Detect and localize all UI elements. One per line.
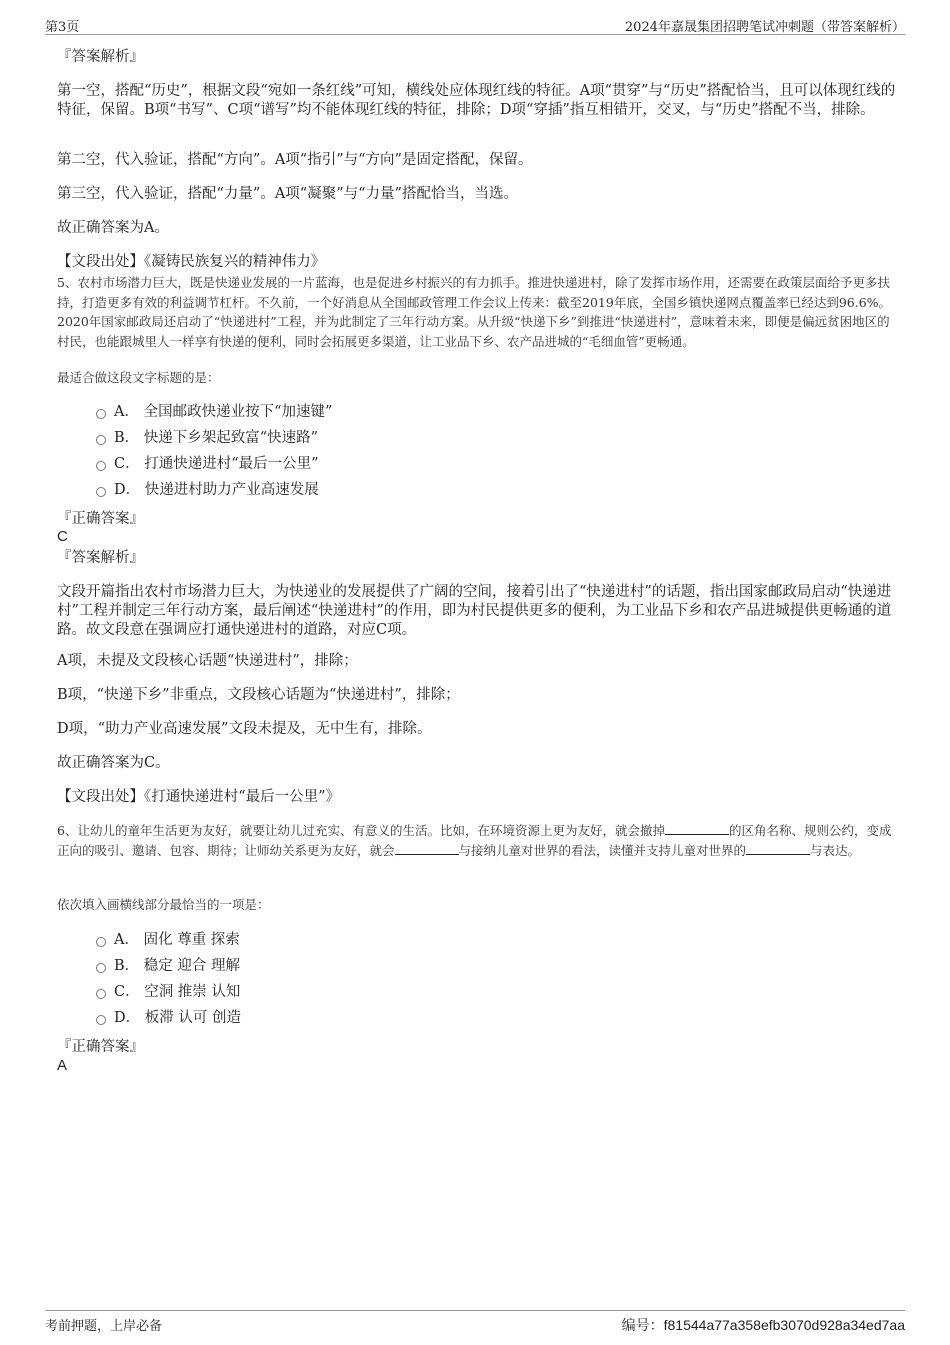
q5-analysis-a4: D项，“助力产业高速发展”文段未提及，无中生有，排除。 — [57, 721, 432, 737]
radio-icon[interactable] — [96, 989, 106, 999]
q6-question: 依次填入画横线部分最恰当的一项是： — [57, 897, 270, 912]
q6-option-b[interactable]: B． 稳定 迎合 理解 — [96, 957, 240, 976]
q6-correct-label: 『正确答案』 — [57, 1039, 144, 1055]
q4-source: 【文段出处】《凝铸民族复兴的精神伟力》 — [57, 254, 326, 270]
radio-icon[interactable] — [96, 487, 106, 497]
q5-source: 【文段出处】《打通快递进村“最后一公里”》 — [57, 789, 341, 805]
q6-option-d[interactable]: D． 板滞 认可 创造 — [96, 1009, 241, 1028]
radio-icon[interactable] — [96, 963, 106, 973]
document-code: 编号：f81544a77a358efb3070d928a34ed7aa — [621, 1317, 905, 1333]
footer-slogan: 考前押题，上岸必备 — [45, 1319, 163, 1334]
page-header — [45, 14, 905, 35]
q5-correct-answer: C — [57, 528, 68, 545]
radio-icon[interactable] — [96, 937, 106, 947]
q6-stem: 6、让幼儿的童年生活更为友好，就要让幼儿过充实、有意义的生活。比如，在环境资源上更为友好，就会撤掉 的区角名称、规则公约，变成正向的吸引、邀请、包容、期待；让师幼关系更为友好，就会 与接纳儿童对世界的看法，读懂并支持儿童对世界的 与表达。 — [57, 823, 892, 858]
q5-option-b[interactable]: B． 快递下乡架起致富“快速路” — [96, 429, 318, 448]
q5-question: 最适合做这段文字标题的是： — [57, 370, 220, 385]
q4-analysis-p3: 第三空，代入验证，搭配“力量”。A项“凝聚”与“力量”搭配恰当，当选。 — [57, 186, 518, 202]
fill-blank — [746, 841, 810, 855]
q5-option-d[interactable]: D． 快递进村助力产业高速发展 — [96, 481, 319, 500]
q5-stem: 5、农村市场潜力巨大，既是快递业发展的一片蓝海，也是促进乡村振兴的有力抓手。推进快递进村，除了发挥市场作用，还需要在政策层面给予更多扶持，打造更多有效的利益调节杠杆。不久前，一个好消息从全国邮政管理工作会议上传来：截至2019年底，全国乡镇快递网点覆盖率已经达到96.6%。2020年国家邮政局还启动了“快递进村”工程，并为此制定了三年行动方案。从升级“快递下乡”到推进“快递进村”，意味着未来，即便是偏远贫困地区的村民，也能跟城里人一样享有快递的便利，同时会拓展更多渠道，让工业品下乡、农产品进城的“毛细血管”更畅通。 — [57, 275, 892, 349]
radio-icon[interactable] — [96, 409, 106, 419]
q5-correct-label: 『正确答案』 — [57, 511, 144, 527]
q4-analysis-p4: 故正确答案为A。 — [57, 220, 169, 236]
q5-analysis-a2: A项，未提及文段核心话题“快递进村”，排除； — [57, 653, 358, 669]
radio-icon[interactable] — [96, 1015, 106, 1025]
q5-analysis-label: 『答案解析』 — [57, 550, 144, 566]
fill-blank — [665, 821, 729, 835]
q6-option-c[interactable]: C． 空洞 推崇 认知 — [96, 983, 240, 1002]
document-title: 2024年嘉晟集团招聘笔试冲刺题（带答案解析） — [624, 20, 905, 35]
q5-analysis-a1: 文段开篇指出农村市场潜力巨大，为快递业的发展提供了广阔的空间，接着引出了“快递进村”的话题，指出国家邮政局启动“快递进村”工程并制定三年行动方案，最后阐述“快递进村”的作用，即为村民提供更多的便利，为工业品下乡和农产品进城提供更畅通的道路。故文段意在强调应打通快递进村的道路，对应C项。 — [57, 584, 892, 638]
radio-icon[interactable] — [96, 461, 106, 471]
q6-option-a[interactable]: A． 固化 尊重 探索 — [96, 931, 240, 950]
page-number: 第3页 — [45, 20, 80, 35]
q5-analysis-a3: B项，“快递下乡”非重点，文段核心话题为“快递进村”，排除； — [57, 687, 460, 703]
q5-option-c[interactable]: C． 打通快递进村“最后一公里” — [96, 455, 319, 474]
page-footer — [45, 1310, 905, 1335]
q5-option-a[interactable]: A． 全国邮政快递业按下“加速键” — [96, 403, 332, 422]
q4-analysis-p1: 第一空，搭配“历史”，根据文段“宛如一条红线”可知，横线处应体现红线的特征。A项“贯穿”与“历史”搭配恰当，且可以体现红线的特征，保留。B项“书写”、C项“谱写”均不能体现红线的特征，排除；D项“穿插”指互相错开，交叉，与“历史”搭配不当，排除。 — [57, 83, 896, 118]
q5-analysis-a5: 故正确答案为C。 — [57, 755, 170, 771]
q4-analysis-label: 『答案解析』 — [57, 49, 144, 65]
fill-blank — [395, 841, 459, 855]
q6-correct-answer: A — [57, 1057, 68, 1074]
q4-analysis-p2: 第二空，代入验证，搭配“方向”。A项“指引”与“方向”是固定搭配，保留。 — [57, 152, 533, 168]
radio-icon[interactable] — [96, 435, 106, 445]
